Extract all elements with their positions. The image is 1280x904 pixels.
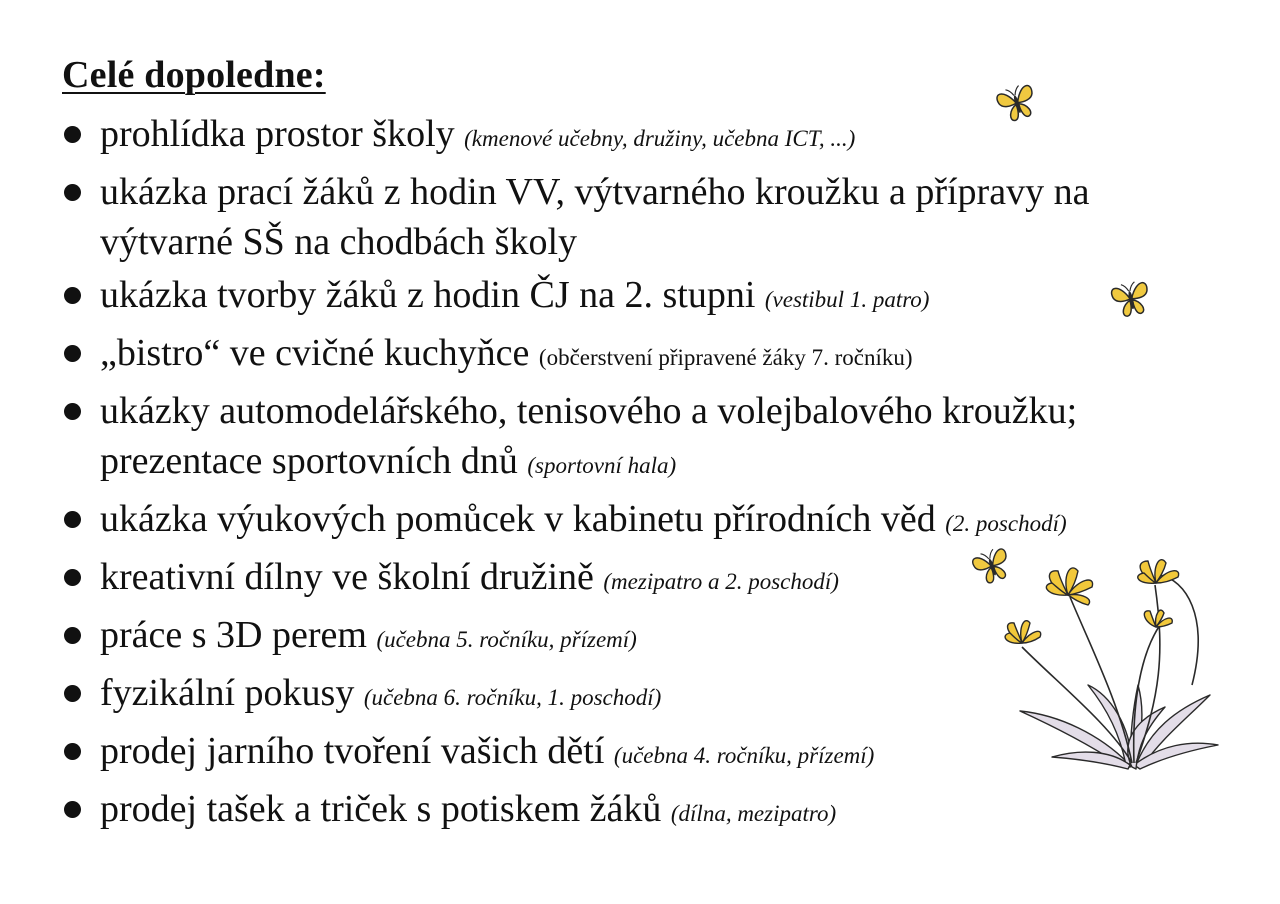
list-item xyxy=(62,386,1212,491)
page-title: Celé dopoledne: xyxy=(62,54,326,96)
item-text: ukázka výukových pomůcek v kabinetu přírodních věd xyxy=(100,498,936,540)
list-item xyxy=(62,328,1212,383)
item-text: kreativní dílny ve školní družině xyxy=(100,556,594,598)
item-text: ukázka tvorby žáků z hodin ČJ na 2. stupni xyxy=(100,274,756,316)
bullet-icon xyxy=(64,511,81,528)
item-note: (učebna 4. ročníku, přízemí) xyxy=(613,743,875,768)
bullet-icon xyxy=(64,743,81,760)
item-note: (mezipatro a 2. poschodí) xyxy=(603,569,839,594)
bullet-icon xyxy=(64,801,81,818)
bullet-icon xyxy=(64,126,81,143)
item-note: (učebna 5. ročníku, přízemí) xyxy=(376,627,637,652)
item-text: prodej tašek a triček s potiskem žáků xyxy=(100,788,662,830)
bullet-icon xyxy=(64,345,81,362)
butterfly-icon xyxy=(1104,272,1159,327)
bullet-icon xyxy=(64,569,81,586)
item-text: práce s 3D perem xyxy=(100,614,367,656)
bullet-icon xyxy=(64,685,81,702)
item-note: (2. poschodí) xyxy=(945,511,1067,536)
list-item xyxy=(62,784,1212,839)
item-text: „bistro“ ve cvičné kuchyňce xyxy=(100,332,530,374)
item-text: ukázky automodelářského, tenisového a volejbalového kroužku; prezentace sportovních dnů xyxy=(100,390,1078,482)
bullet-icon xyxy=(64,627,81,644)
item-note: (dílna, mezipatro) xyxy=(670,801,837,826)
list-item xyxy=(62,167,1212,267)
item-text: ukázka prací žáků z hodin VV, výtvarného kroužku a přípravy na výtvarné SŠ na chodbách školy xyxy=(100,171,1090,263)
item-text: prodej jarního tvoření vašich dětí xyxy=(100,730,605,772)
item-note: (kmenové učebny, družiny, učebna ICT, ...) xyxy=(464,126,856,151)
list-item xyxy=(62,270,1212,325)
item-note: (občerstvení připravené žáky 7. ročníku) xyxy=(538,345,913,370)
item-note: (sportovní hala) xyxy=(527,453,677,478)
item-text: fyzikální pokusy xyxy=(100,672,355,714)
bullet-icon xyxy=(64,403,81,420)
bullet-icon xyxy=(64,184,81,201)
bullet-icon xyxy=(64,287,81,304)
item-note: (vestibul 1. patro) xyxy=(764,287,930,312)
item-note: (učebna 6. ročníku, 1. poschodí) xyxy=(363,685,662,710)
item-text: prohlídka prostor školy xyxy=(100,113,455,155)
